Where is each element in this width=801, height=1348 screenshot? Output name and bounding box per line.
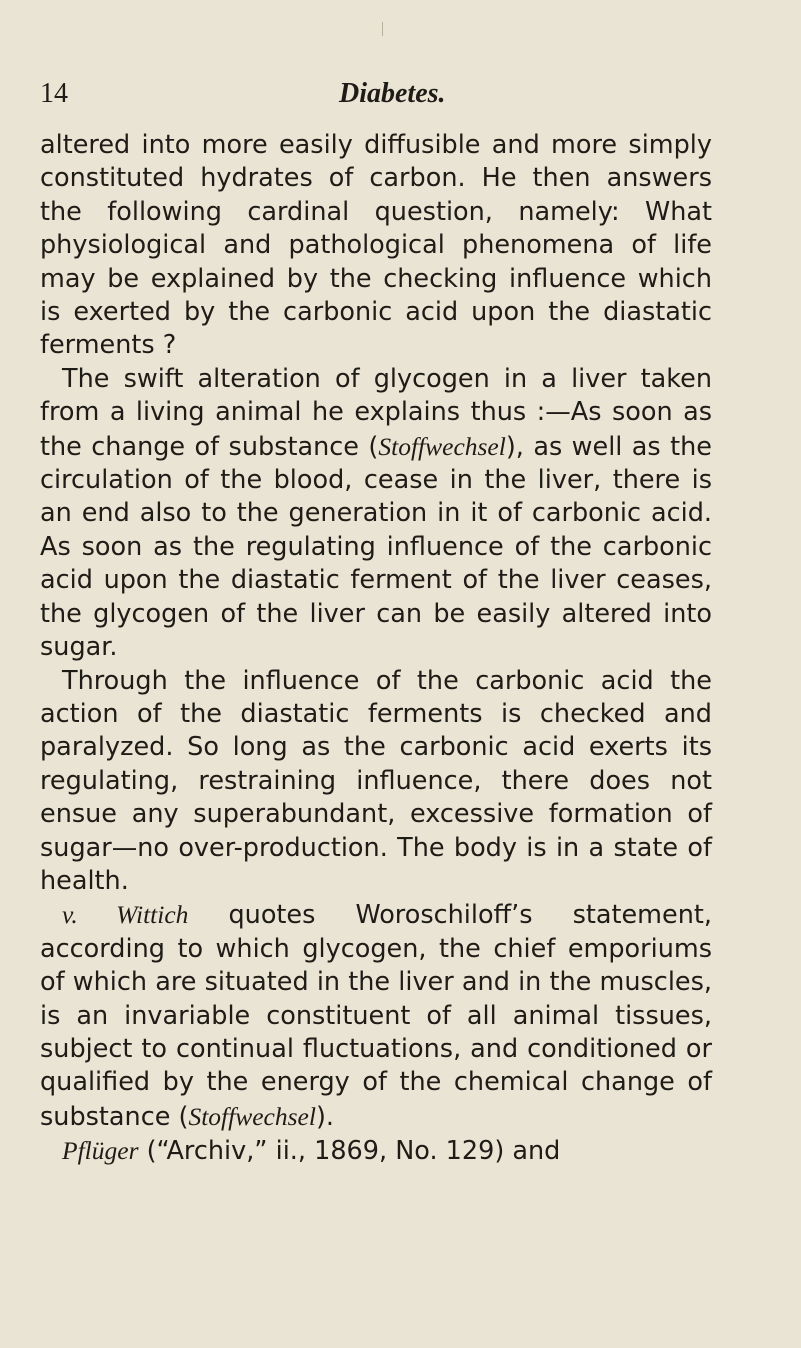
paragraph-5-author: Pflüger	[62, 1136, 139, 1166]
paragraph-4-author: v. Wittich	[62, 900, 189, 930]
page-header	[40, 78, 761, 118]
paragraph-2-term: Stoffwechsel	[378, 431, 506, 461]
paragraph-2	[40, 363, 712, 665]
paragraph-1: altered into more easily diffusible and more simply constituted hydrates of carbon. He then answers the following cardinal question, namely: What physiological and pathological phenomena of life may be explained by the checking influence which is exerted by the carbonic acid upon the diastatic ferments ?	[40, 130, 712, 361]
paragraph-3: Through the influence of the carbonic acid the action of the diastatic ferments is checked and paralyzed. So long as the carbonic acid exerts its regulating, restraining influence, there does not ensue any superabundant, excessive formation of sugar—no over-production. The body is in a state of health.	[40, 665, 712, 896]
body-text	[40, 129, 712, 1169]
page-number: 14	[40, 78, 68, 109]
paragraph-4	[40, 898, 712, 1134]
paragraph-4-term: Stoffwechsel	[188, 1101, 316, 1131]
paragraph-4-text: quotes Woroschiloff’s statement, according to which glycogen, the chief emporiums of which are situated in the liver and in the muscles, is an invariable constituent of all animal tissues, subject to continual fluctuations, and conditioned or qualified by the energy of the chemical change of substance (	[40, 900, 712, 1132]
paragraph-4-end: ).	[315, 1101, 335, 1132]
paper-mark	[382, 22, 383, 36]
paragraph-5	[40, 1134, 712, 1168]
paragraph-2-after: ), as well as the circulation of the blood, cease in the liver, there is an end also to the generation in it of carbonic acid. As soon as the regulating influence of the carbonic acid upon the diastatic ferment of the liver ceases, the glycogen of the liver can be easily altered into sugar.	[40, 431, 712, 663]
paragraph-5-text: (“Archiv,” ii., 1869, No. 129) and	[138, 1136, 561, 1167]
running-title: Diabetes.	[339, 78, 446, 109]
paragraph-2-before: The swift alteration of glycogen in a liver taken from a living animal he explains thus :—As soon as the change of substance (	[40, 363, 712, 462]
